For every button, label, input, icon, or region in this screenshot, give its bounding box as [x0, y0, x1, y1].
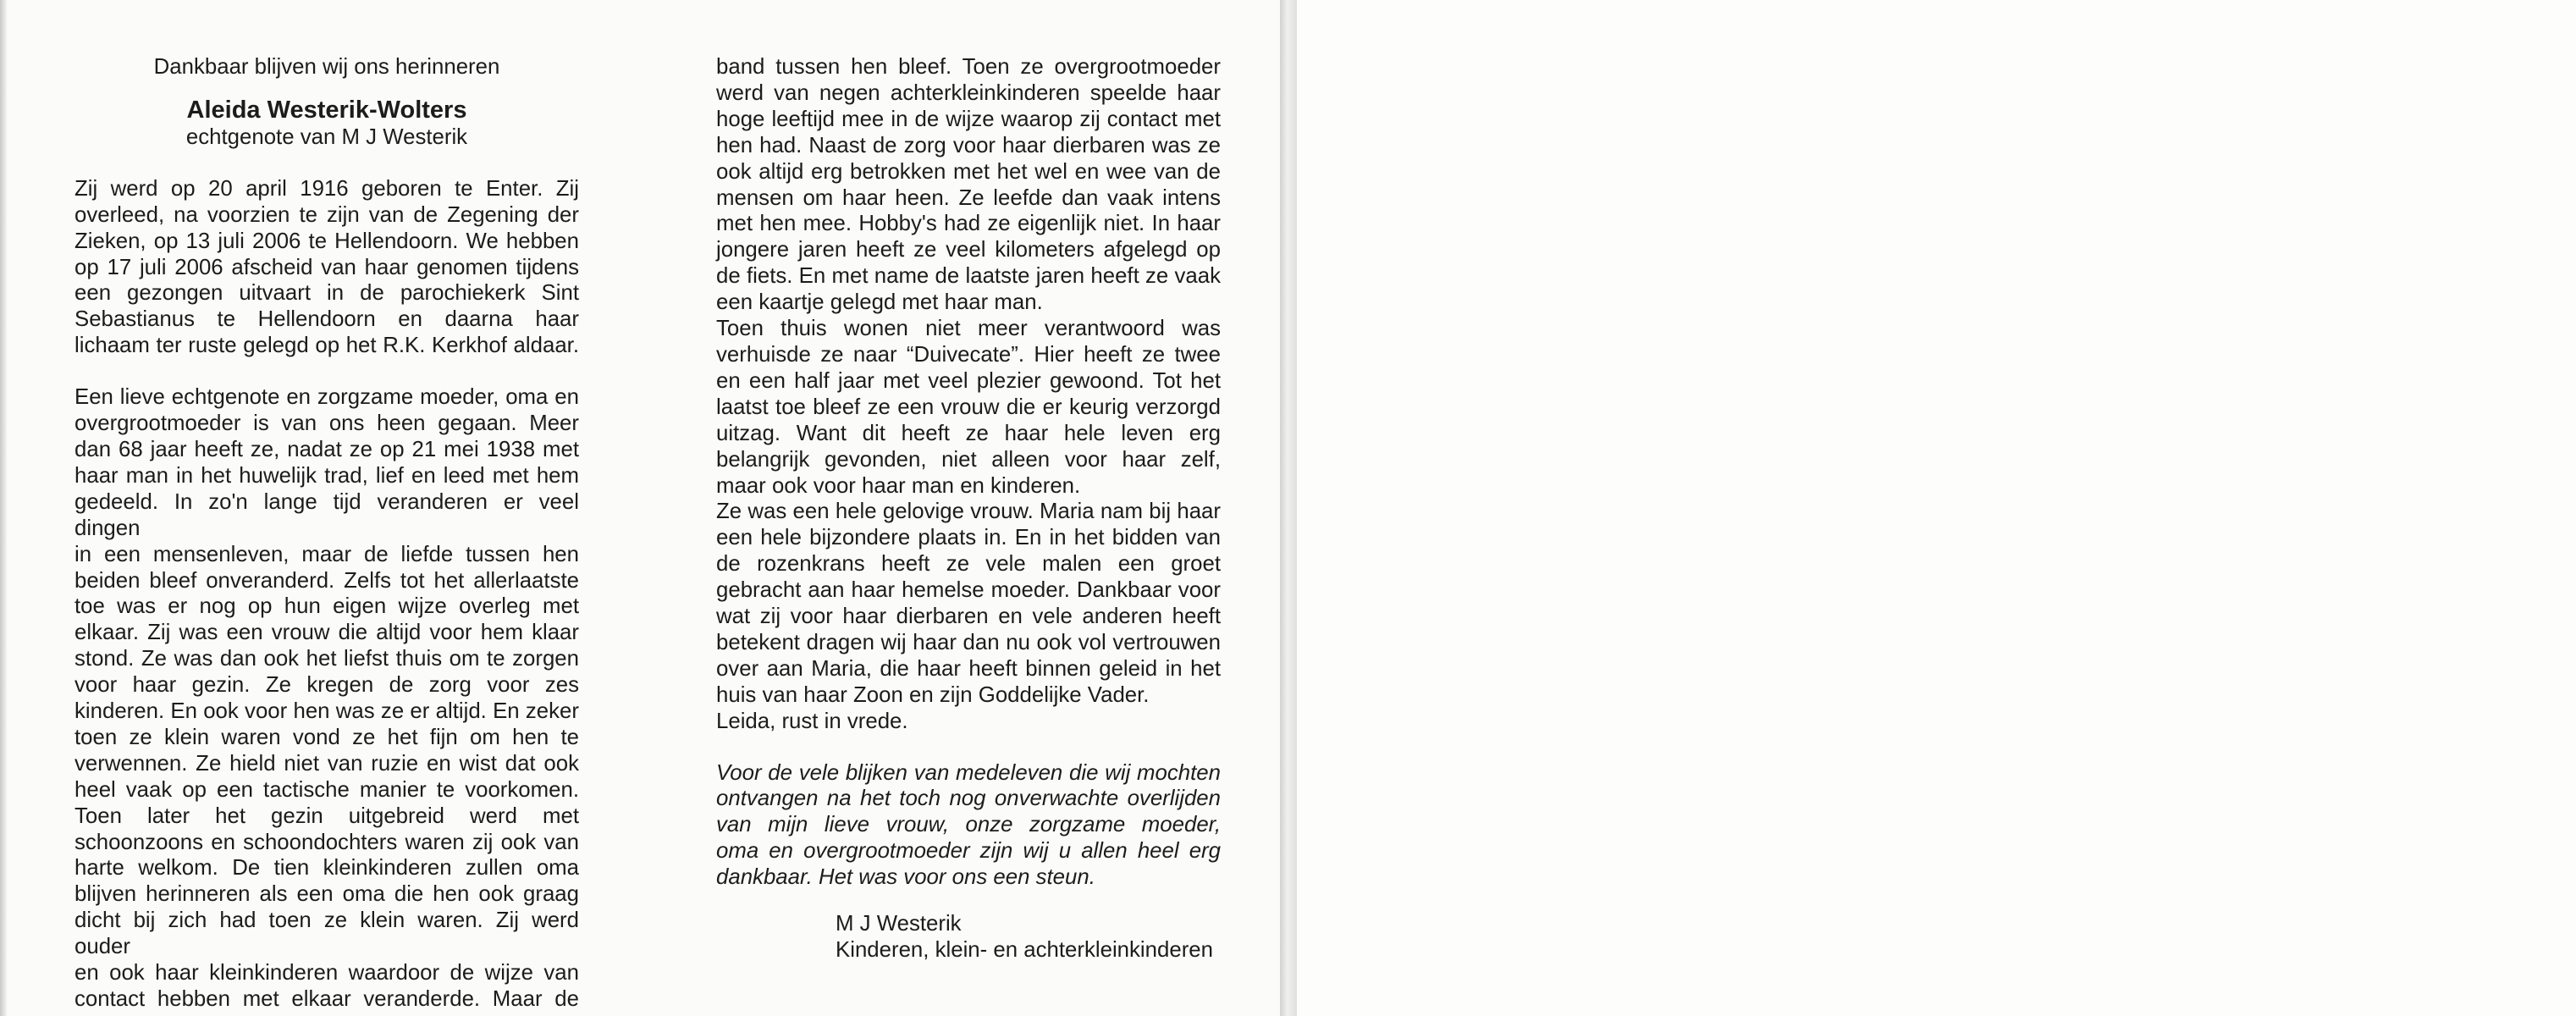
card-gap	[1280, 0, 1299, 1016]
text-line: dicht bij zich had toen ze klein waren. Zij werd ouder	[74, 908, 579, 959]
spouse-subtitle: echtgenote van M J Westerik	[185, 124, 468, 149]
text-line: overgrootmoeder is van ons heen gegaan. Meer	[74, 411, 579, 436]
text-line: elkaar. Zij was een vrouw die altijd voor hem klaar	[74, 621, 579, 645]
text-line: toe was er nog op hun eigen wijze overleg met	[74, 594, 579, 619]
continuation-paragraph	[716, 54, 1221, 316]
text-line: laatst toe bleef ze een vrouw die er keurig verzorgd	[716, 395, 1221, 419]
text-line: verwennen. Ze hield niet van ruzie en wist dat ook	[74, 751, 579, 776]
text-line: belangrijk gevonden, niet alleen voor haar zelf,	[716, 447, 1221, 472]
text-line: toen ze klein waren vond ze het fijn om hen te	[74, 725, 579, 749]
text-line: haar man in het huwelijk trad, lief en leed met hem	[74, 463, 579, 488]
text-line: ontvangen na het toch nog onverwachte overlijden	[716, 787, 1221, 811]
duivecate-paragraph	[716, 316, 1221, 499]
biography-paragraph	[74, 176, 579, 359]
text-line: gedeeld. In zo'n lange tijd veranderen er veel dingen	[74, 489, 579, 540]
card-cover	[1297, 0, 2576, 1016]
text-line: Zij werd op 20 april 1916 geboren te Enter. Zij	[74, 176, 579, 201]
text-line: ook altijd erg betrokken met het wel en wee van de	[716, 159, 1221, 184]
text-line: Ze was een hele gelovige vrouw. Maria nam bij haar	[716, 500, 1221, 524]
text-line: heel vaak op een tactische manier te voorkomen.	[74, 777, 579, 802]
text-line: kinderen. En ook voor hen was ze er altijd. En zeker	[74, 699, 579, 724]
thanks-paragraph	[716, 760, 1221, 892]
text-line: op 17 juli 2006 afscheid van haar genomen tijdens	[74, 255, 579, 279]
text-line: voor haar gezin. Ze kregen de zorg voor zes	[74, 673, 579, 698]
text-line: Een lieve echtgenote en zorgzame moeder, oma en	[74, 385, 579, 410]
middle-column	[716, 54, 1221, 964]
signature-family: Kinderen, klein- en achterkleinkinderen	[836, 938, 1213, 962]
text-line: Voor de vele blijken van medeleven die wij mochten	[716, 760, 1221, 785]
text-line: en ook haar kleinkinderen waardoor de wijze van	[74, 961, 579, 986]
faith-paragraph	[716, 499, 1221, 734]
text-line: over aan Maria, die haar heeft binnen geleid in het	[716, 656, 1221, 681]
signature-name: M J Westerik	[836, 912, 962, 936]
text-line: beiden bleef onveranderd. Zelfs tot het allerlaatste	[74, 568, 579, 593]
text-line: overleed, na voorzien te zijn van de Zegening der	[74, 202, 579, 227]
text-line: een hele bijzondere plaats in. En in het bidden van	[716, 526, 1221, 550]
text-line: de rozenkrans heeft ze vele malen een groet	[716, 552, 1221, 577]
life-story-paragraph	[74, 384, 579, 1013]
text-line: harte welkom. De tien kleinkinderen zullen oma	[74, 856, 579, 881]
text-line: hen had. Naast de zorg voor haar dierbaren was ze	[716, 133, 1221, 157]
text-line: gebracht aan haar hemelse moeder. Dankbaar voor	[716, 578, 1221, 603]
deceased-name: Aleida Westerik-Wolters	[186, 96, 467, 124]
text-line: de fiets. En met name de laatste jaren heeft ze vaak	[716, 264, 1221, 289]
text-line: betekent dragen wij haar dan nu ook vol vertrouwen	[716, 630, 1221, 654]
text-line: contact hebben met elkaar veranderde. Maar de	[74, 987, 579, 1011]
text-line: en een half jaar met veel plezier gewoond. Tot het	[716, 368, 1221, 393]
text-line: oma en overgrootmoeder zijn wij u allen heel erg	[716, 839, 1221, 864]
text-line: lichaam ter ruste gelegd op het R.K. Kerkhof aldaar.	[74, 334, 579, 358]
text-line: werd van negen achterkleinkinderen speelde haar	[716, 80, 1221, 105]
card-inner-spread	[0, 0, 1280, 1016]
text-line: wat zij voor haar dierbaren en vele anderen heeft	[716, 605, 1221, 629]
text-line: jongere jaren heeft ze veel kilometers afgelegd op	[716, 238, 1221, 262]
text-line: van mijn lieve vrouw, onze zorgzame moeder,	[716, 813, 1221, 837]
text-line: stond. Ze was dan ook het liefst thuis om te zorgen	[74, 647, 579, 671]
text-line: dan 68 jaar heeft ze, nadat ze op 21 mei 1938 met	[74, 437, 579, 461]
text-line: met hen mee. Hobby's had ze eigenlijk niet. In haar	[716, 212, 1221, 236]
signature-block	[836, 911, 1221, 964]
card-edge	[0, 0, 7, 1016]
text-line: Zieken, op 13 juli 2006 te Hellendoorn. We hebben	[74, 229, 579, 253]
text-line: een kaartje gelegd met haar man.	[716, 290, 1043, 315]
text-line: Toen later het gezin uitgebreid werd met	[74, 803, 579, 828]
memorial-heading: Dankbaar blijven wij ons herinneren	[153, 55, 500, 79]
text-line: een gezongen uitvaart in de parochiekerk Sint	[74, 281, 579, 306]
text-line: band tussen hen bleef. Toen ze overgrootmoeder	[716, 55, 1221, 79]
text-line: huis van haar Zoon en zijn Goddelijke Vader.	[716, 682, 1150, 707]
text-line: schoonzoons en schoondochters waren zij ook van	[74, 830, 579, 854]
text-line: uitzag. Want dit heeft ze haar hele leven erg	[716, 421, 1221, 445]
text-line: dankbaar. Het was voor ons een steun.	[716, 865, 1095, 890]
text-line: Toen thuis wonen niet meer verantwoord was	[716, 317, 1221, 341]
text-line: hoge leeftijd mee in de wijze waarop zij contact met	[716, 107, 1221, 131]
text-line: verhuisde ze naar “Duivecate”. Hier heeft ze twee	[716, 342, 1221, 367]
text-line: in een mensenleven, maar de liefde tussen hen	[74, 542, 579, 566]
text-line: Sebastianus te Hellendoorn en daarna haar	[74, 307, 579, 332]
text-line: mensen om haar heen. Ze leefde dan vaak intens	[716, 185, 1221, 210]
closing-line: Leida, rust in vrede.	[716, 709, 908, 733]
text-line: blijven herinneren als een oma die hen ook graag	[74, 882, 579, 907]
text-line: maar ook voor haar man en kinderen.	[716, 473, 1081, 498]
left-column	[74, 54, 579, 1013]
